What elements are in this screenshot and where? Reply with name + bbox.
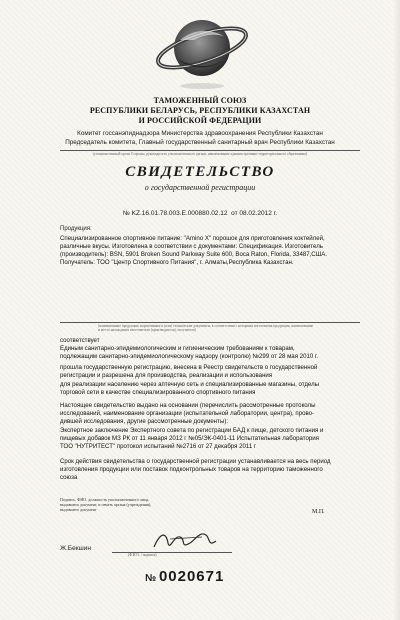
product-hint-line: и место нахождения изготовителя (производителя), получателя) <box>98 328 196 333</box>
header-republics: РЕСПУБЛИКИ БЕЛАРУСЬ, РЕСПУБЛИКИ КАЗАХСТАН <box>89 106 311 115</box>
basis-line: исследований, наименование организации (испытательной лаборатории, центра), прово- <box>60 410 315 417</box>
authority-committee: Комитет госсанэпиднадзора Министерства здравоохранения Республики Казахстан <box>77 130 323 137</box>
product-line: Получатель: ТОО "Центр Спортивного Питания", г. Алматы,Республика Казахстан. <box>60 259 294 266</box>
registration-date: 08.02.2012 г. <box>239 210 278 217</box>
validity-line: союза <box>60 474 78 481</box>
compliance-line: подлежащим санитарно-эпидемиологическому надзору (контролю) №299 от 28 мая 2010 г. <box>60 353 319 360</box>
signature-label-line: Подпись, ФИО, должность уполномоченного лица, <box>60 497 150 502</box>
compliance-line: Единым санитарно-эпидемиологическим и гигиеническим требованиям к товарам, <box>60 345 295 352</box>
product-label: Продукция: <box>60 226 92 232</box>
header-union: ТАМОЖЕННЫЙ СОЮЗ <box>153 96 247 105</box>
product-hint-line: (наименование продукции, нормативные и (или) технические документы, в соответствии с которыми изготовлена продукция, наименование <box>98 324 314 328</box>
basis-detail <box>60 427 360 451</box>
registry-block <box>60 364 360 380</box>
registry-line: регистрации и разрешена для производства, реализации и использования <box>60 372 273 379</box>
serial-prefix: № <box>145 573 157 584</box>
validity-block <box>60 458 360 482</box>
registration-line <box>0 210 400 217</box>
product-line: (производитель): BSN, 5901 Broken Sound Parkway Suite 600, Boca Raton, Florida, 33487,США. <box>60 251 328 258</box>
compliance-block <box>60 337 360 361</box>
customs-union-emblem-icon <box>150 10 250 92</box>
product-hint <box>98 324 358 333</box>
usage-line: для реализации населению через аптечную сеть и специализированные магазины, отделы <box>60 381 320 388</box>
stamp-placeholder: М.П. <box>312 509 325 515</box>
product-line: различные вкусы. Изготовлена в соответствии с документами: Спецификация. Изготовитель <box>60 243 323 250</box>
usage-block <box>60 381 360 397</box>
paper-edge <box>394 0 400 620</box>
registration-date-prefix: от <box>231 210 238 217</box>
serial-value: 0020671 <box>158 568 225 585</box>
signatory-hint: (Ф.И.О. / подпись) <box>128 553 157 557</box>
signatory-name: Ж.Бекшин <box>60 545 91 552</box>
product-line: Специализированное спортивное питание: "Amino X" порошок для приготовления коктейлей, <box>60 235 325 242</box>
product-rule <box>60 322 360 323</box>
product-description <box>60 235 360 267</box>
basis-detail-line: ТОО "НУТРИТЕСТ" протокол испытаний №2716 от 27 декабря 2011 г <box>60 443 257 450</box>
compliance-intro: соответствует <box>60 337 100 344</box>
validity-line: Срок действия свидетельства о государственной регистрации устанавливается на весь период <box>60 458 331 465</box>
handwritten-signature-icon <box>150 525 220 555</box>
signature-label-line: выдавшего документ <box>60 507 97 512</box>
certificate-title: СВИДЕТЕЛЬСТВО <box>125 164 275 180</box>
authority-hint: (уполномоченный орган Стороны, руководитель уполномоченного органа, наименование административно-территориального образования) <box>92 152 308 156</box>
signature-label <box>60 497 210 512</box>
basis-block <box>60 402 360 426</box>
usage-line: торговой сети в качестве специализированного спортивного питания <box>60 389 256 396</box>
basis-detail-line: пищевых добавок МЗ РК от 11 января 2012 г №05/ЭК-0401-11 Испытательная лаборатория <box>60 435 319 442</box>
header-federation: И РОССИЙСКОЙ ФЕДЕРАЦИИ <box>138 116 262 125</box>
basis-line: Настоящее свидетельство выдано на основании (перечислить рассмотренные протоколы <box>60 402 316 409</box>
certificate-subtitle: о государственной регистрации <box>144 183 256 192</box>
basis-detail-line: Экспертное заключение Экспертного совета по регистрации БАД к пище, детского питания и <box>60 427 324 434</box>
serial-number <box>145 568 224 585</box>
authority-rule <box>60 150 360 151</box>
registry-line: прошла государственную регистрацию, внесена в Реестр свидетельств о государственной <box>60 364 318 371</box>
authority-chairman: Председатель комитета, Главный государственный санитарный врач Республики Казахстан <box>65 139 335 146</box>
validity-line: изготовления продукции или поставок подконтрольных товаров на территорию таможенного <box>60 466 323 473</box>
signature-label-line: выдавшего документ, и печать органа (учреждения), <box>60 502 152 507</box>
basis-line: дившей исследования, другие рассмотренные документы): <box>60 418 229 425</box>
registration-number: № KZ.16.01.78.003.Е.000880.02.12 <box>122 210 228 217</box>
